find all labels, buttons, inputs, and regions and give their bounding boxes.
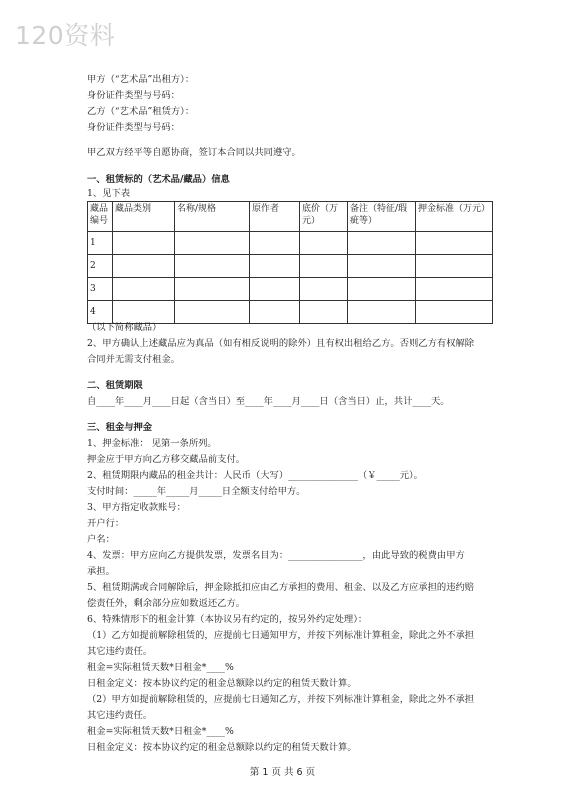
row-number-cell: 2 (88, 255, 113, 278)
section1-item2-line2: 合同并无需支付租金。 (87, 354, 180, 365)
header-cell: 原作者 (250, 202, 300, 232)
header-cell: 藏品编号 (88, 202, 113, 232)
section3-line: 1、押金标准： 见第一条所列。 (87, 438, 217, 449)
section3-line: 6、特殊情形下的租金计算（本协议另有约定的，按另外约定处理）： (87, 614, 368, 625)
section3-line: 租金=实际租赁天数*日租金*____% (87, 726, 234, 737)
section1-item1: 1、见下表 (87, 188, 131, 199)
row-number-cell: 4 (88, 301, 113, 324)
intro-line: 甲乙双方经平等自愿协商，签订本合同以共同遵守。 (87, 147, 301, 158)
section3-line: 日租金定义：按本协议约定的租金总额除以约定的租赁天数计算。 (87, 742, 357, 753)
party-a-id-line: 身份证件类型与号码： (87, 90, 180, 101)
term-line: 自____年____月____日起（含当日）至____年____月____日（含当日）止，共计____天。 (87, 396, 450, 407)
section3-line: 3、甲方指定收款账号： (87, 502, 186, 513)
table-row (88, 232, 493, 255)
party-b-id-line: 身份证件类型与号码： (87, 122, 180, 133)
section3-title: 三、租金与押金 (87, 422, 153, 433)
section2-title: 二、租赁期限 (87, 380, 143, 391)
table-note: （以下简称藏品） (87, 322, 162, 333)
section1-item2-line1: 2、甲方确认上述藏品应为真品（如有相反说明的除外）且有权出租给乙方。否则乙方有权解除 (87, 338, 475, 349)
row-number-cell: 3 (88, 278, 113, 301)
section3-line: 开户行： (87, 518, 125, 529)
header-cell: 名称/规格 (175, 202, 250, 232)
section3-line: 5、租赁期满或合同解除后，押金除抵扣应由乙方承担的费用、租金、以及乙方应承担的违约赔 (87, 582, 475, 593)
header-cell: 底价（万元） (300, 202, 348, 232)
watermark-logo: 120资料 (15, 21, 116, 50)
table-header-row (88, 202, 493, 232)
section3-line: 其它违约责任。 (87, 710, 153, 721)
section3-line: 4、发票：甲方应向乙方提供发票，发票名目为：________________，由此导致的税费由甲方 (87, 550, 465, 561)
section3-line: 支付时间：_____年_____月_____日全额支付给甲方。 (87, 486, 306, 497)
table-row (88, 278, 493, 301)
section3-line: 押金应于甲方向乙方移交藏品前支付。 (87, 454, 246, 465)
collection-table (87, 201, 493, 324)
header-cell: 押金标准（万元） (416, 202, 493, 232)
party-b-line: 乙方（“艺术品”租赁方）： (87, 106, 195, 117)
page-footer: 第 1 页 共 6 页 (249, 767, 316, 778)
section3-line: 租金=实际租赁天数*日租金*____% (87, 662, 234, 673)
section3-line: 日租金定义：按本协议约定的租金总额除以约定的租赁天数计算。 (87, 678, 357, 689)
section3-line: 其它违约责任。 (87, 646, 153, 657)
section3-line: 2、租赁期限内藏品的租金共计：人民币（大写）_______________（￥_____元）。 (87, 470, 423, 481)
section3-line: （2）甲方如提前解除租赁的，应提前七日通知乙方，并按下列标准计算租金，除此之外不承担 (87, 694, 475, 705)
section3-line: 偿责任外，剩余部分应如数返还乙方。 (87, 598, 246, 609)
row-number-cell: 1 (88, 232, 113, 255)
party-a-line: 甲方（“艺术品”出租方）： (87, 74, 195, 85)
section3-line: 承担。 (87, 566, 115, 577)
section1-title: 一、租赁标的（艺术品/藏品）信息 (87, 174, 230, 185)
header-cell: 藏品类别 (113, 202, 175, 232)
header-cell: 备注（特征/瑕疵等） (348, 202, 416, 232)
section3-line: 户名： (87, 534, 115, 545)
table-row (88, 255, 493, 278)
section3-line: （1）乙方如提前解除租赁的，应提前七日通知甲方，并按下列标准计算租金，除此之外不承担 (87, 630, 475, 641)
